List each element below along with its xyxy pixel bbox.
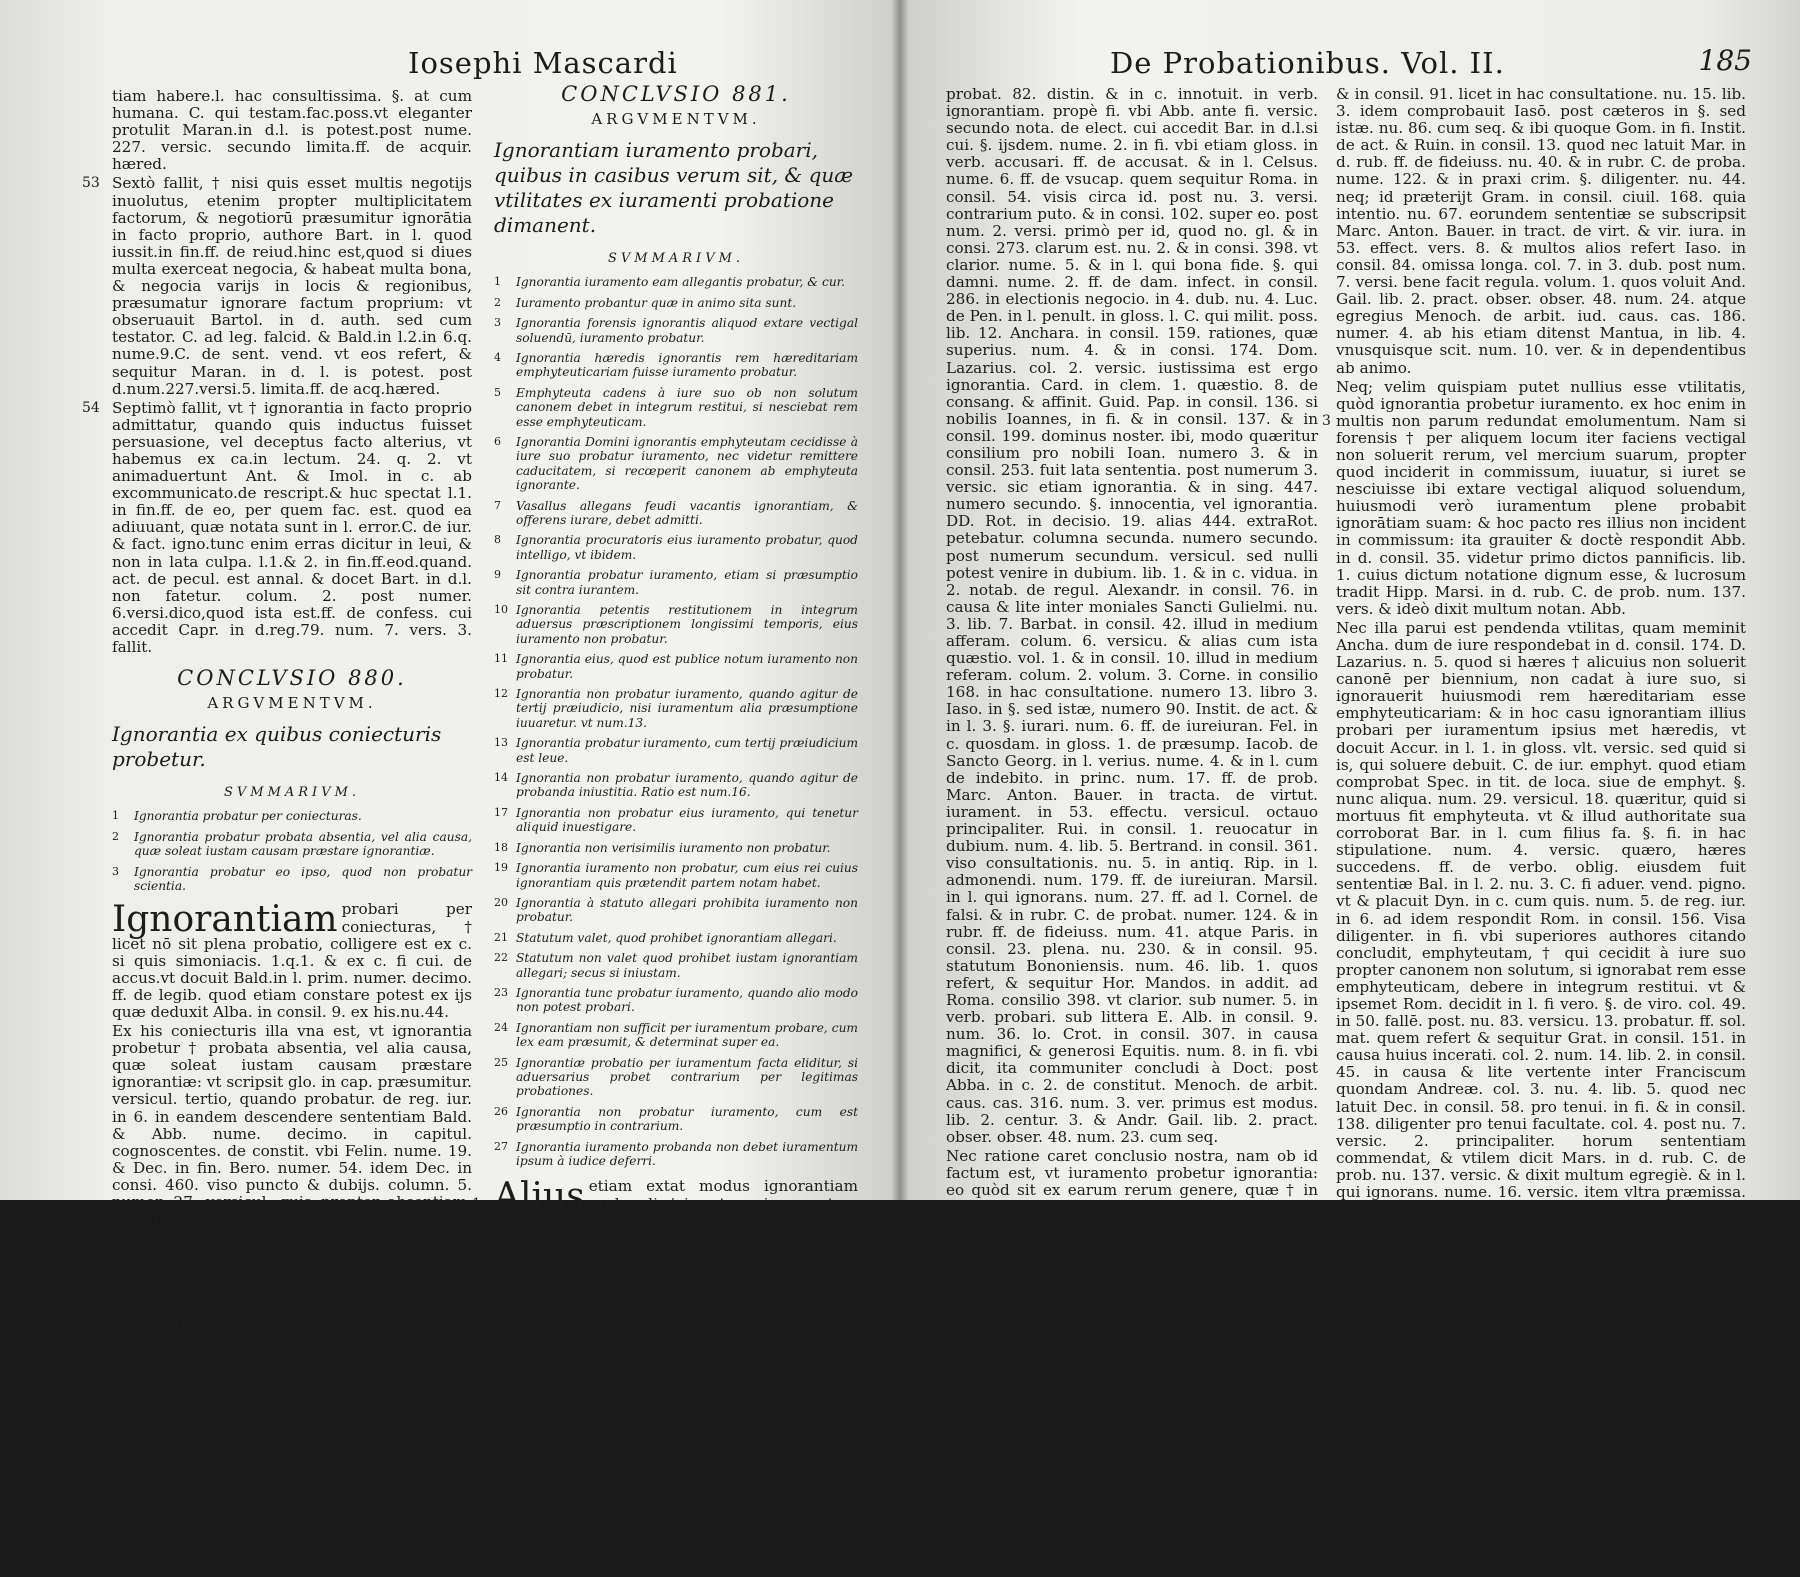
left-page bbox=[0, 0, 900, 1572]
summary-number: 12 bbox=[494, 687, 508, 701]
paragraph bbox=[472, 1176, 858, 1435]
summary-text: Ignorantia iuramento non probatur, cum eius rei cuius ignorantiam quis prætendit partem notam habet. bbox=[516, 861, 858, 890]
summary-item bbox=[494, 386, 858, 429]
summary-text: Ignorantia Domini ignorantis emphyteutam cecidisse à iure suo probatur iuramento, nec videtur remittere caducitatem, si recœperit canonem ab emphyteuta ignorante. bbox=[516, 434, 858, 493]
summary-number: 24 bbox=[494, 1020, 508, 1034]
summary-text: Ignorantia iuramento probanda non debet iuramentum ipsum à iudice deferri. bbox=[516, 1139, 858, 1168]
summary-text: Ignorantia probatur iuramento, etiam si præsumptio sit contra iurantem. bbox=[516, 568, 858, 597]
summary-text: Ignorantia tunc probatur iuramento, quando alio modo non potest probari. bbox=[516, 985, 858, 1015]
argumentum-heading: ARGVMENTVM. bbox=[591, 110, 761, 129]
summary-text: Ignorantia probatur probata absentia, vel alia causa, quæ soleat iustam causam præstare ignorantiæ. bbox=[134, 829, 472, 859]
summary-number: 1 bbox=[112, 809, 119, 823]
summary-item bbox=[494, 1140, 858, 1169]
summary-item bbox=[494, 841, 858, 855]
summary-text: Ignorantia probatur per coniecturas. bbox=[134, 809, 362, 824]
summary-number: 7 bbox=[494, 498, 501, 512]
left-running-head: Iosephi Mascardi bbox=[408, 46, 678, 80]
summary-item bbox=[494, 296, 858, 310]
paragraph-text: Septimò fallit, vt † ignorantia in facto proprio admittatur, quando quis inductus fuisset persuasione, vel deceptus facto alterius, vt habemus ex ca.in lectum. 24. q. 2. vt animaduertunt Ant. & Imol. in c. ab excommunicato.de rescript.& huc spectat l.1. in fin.ff. de eo, per quem fac. est. quod ea adiuuant, quæ notata sunt in l. error.C. de iur. & fact. igno.tunc enim erras dicitur in leui, & non in lata culpa. l.1.& 2. in fin.ff.eod.quand. act. de pecul. est annal. & docet Bart. in d.l. non fatetur. colum. 2. post numer. 6.versi.dico,quod ista est.ff. de confess. cui accedit Capr. in d.reg.79. num. 7. vers. 3. fallit. bbox=[112, 398, 472, 656]
conclusio-heading: CONCLVSIO 880. bbox=[177, 666, 407, 691]
summary-number: 23 bbox=[494, 985, 508, 999]
summary-item bbox=[494, 652, 858, 681]
summary-number: 3 bbox=[494, 316, 501, 330]
summary-number: 10 bbox=[494, 603, 508, 616]
summary-number: 20 bbox=[494, 895, 508, 909]
summary-number: 26 bbox=[494, 1104, 508, 1118]
paragraph: Nec ratione caret conclusio nostra, nam ob id factum est, vt iuramento probetur ignorantia: eo quòd sit ex earum rerum genere, quæ † in animo cōsistunt: ea vero, quæ in animo sunt sita, iuramento probari, Pont. mihi testis est, in c. cum in tua. §. vlt. qui matrim. accus. poss. & c. pastoralis. in fi. de excep. & l. C. in l. 1. non omnes. §. à barbaris. ff. de re mil. gloss. ord. in c. præsumitur. de reg. iur. in 7. gloss. sing. & communiter approbata in c. significauit. in verb. ita est. de homic. idem docuit Accur. in l. 1. §. fi. ti. l. 1. in verb. non occidendi. C. de ficar. & Bar. in l. inter omnes. §. rectè. numero secundo. ff. de furt. vt & sequitur Dec. in dicto consil. 398. num. 5. & in consil. 76. in causa nobilis. num. 4. & in consil. 320. hæc istorum. nume. 3. vt & asserit Ioan. de Ana. in consil. 19. ait. §. Stabioli. versicu. 2. eiusdem sententiæ Alex. consil. 19. viso processu causæ vertentis inter procuratorem cameræ. post numer. 2. sub versicul. subsequenter probatum est. lib. 1. ad idem consuluit Corneus. in consil. 250. viso statuto. n. 7. & in consil. 272. in hac consultatione. nu. 19. & in consil. 337. dictos actores. nu. 11. lib. 1. bbox=[946, 1146, 1318, 1576]
summary-text: Ignorantia iuramento eam allegantis probatur, & cur. bbox=[516, 275, 846, 290]
right-page bbox=[900, 0, 1800, 1576]
summary-text: Ignorantia probatur iuramento, cum tertij præiudicium est leue. bbox=[516, 736, 858, 765]
paragraph-text: Sextò fallit, † nisi quis esset multis negotijs inuolutus, etenim propter multiplicitatem factorum, & negotiorū præsumitur ignorātia in facto proprio, authore Bart. in l. quod iussit.in fin.ff. de reiud.hinc est,quod si diues multa exerceat negocia, & habeat multa bona, & negocia varijs in locis & regionibus, præsumatur ignorare factum proprium: vt obseruauit Bartol. in d. auth. sed cum testator. C. ad leg. falcid. & Bald.in l.2.in 6.q. nume.9.C. de sent. vend. vt eos refert, & sequitur Maran. in d. l. is potest. post d.num.227.versi.5. limita.ff. de acq.hæred. bbox=[112, 174, 472, 398]
summary-number: 27 bbox=[494, 1139, 508, 1153]
summary-item bbox=[494, 861, 858, 890]
left-column-1 bbox=[82, 87, 472, 1574]
page-number: 185 bbox=[1698, 44, 1752, 77]
summary-item bbox=[494, 806, 858, 835]
summary-item bbox=[494, 351, 858, 380]
summary-text: Emphyteuta cadens à iure suo ob non solutum canonem debet in integrum restitui, si nesciebat rem esse emphyteuticam. bbox=[516, 385, 858, 429]
paragraph bbox=[112, 901, 472, 1021]
summary-item bbox=[494, 771, 858, 800]
summary-item bbox=[494, 568, 858, 597]
summary-text: Ignorantia procuratoris eius iuramento probatur, quod intelligo, vt ibidem. bbox=[516, 533, 858, 562]
conclusio-heading: CONCLVSIO 881. bbox=[561, 82, 791, 106]
argumentum-text: Ignorantiam iuramento probari, quibus in casibus verum sit, & quæ vtilitates ex iuramenti probatione dimanent. bbox=[494, 138, 854, 238]
summary-number: 1 bbox=[494, 275, 501, 289]
summary-text: Statutum non valet quod prohibet iustam ignorantiam allegari; secus si iniustam. bbox=[516, 951, 858, 980]
summary-number: 5 bbox=[494, 385, 501, 399]
summary-item bbox=[494, 1056, 858, 1099]
summary-text: Ignorantia non probatur eius iuramento, qui tenetur aliquid inuestigare. bbox=[516, 805, 858, 835]
summary-number: 17 bbox=[494, 805, 508, 819]
summary-number: 13 bbox=[494, 736, 508, 750]
argumentum-heading: ARGVMENTVM. bbox=[207, 694, 377, 713]
summary-number: 4 bbox=[494, 350, 501, 364]
summary-number: 11 bbox=[494, 652, 508, 666]
paragraph bbox=[1322, 1287, 1746, 1460]
summary-item bbox=[112, 830, 472, 859]
initial-word: Alius bbox=[494, 1176, 585, 1218]
summary-number: 3 bbox=[112, 864, 119, 878]
summary-item bbox=[494, 736, 858, 765]
paragraph-text: etiam extat modus ignorantiam probandi; † is est per iuramentum eam allegantis: ita sanxit Inno. IIII. in c. vt iura. ibi, super huiusmodi autem iuramento. & in c. nulli. in fi. de elect. in 6. idem probatur ex cap. in lectum. 24. q. 2. & in c. fi vero. il. 2. de sen. excommu. & in cap. cum in tua. ibi, nisi proprio firmaueris iuramento. vbi glos. qui matrim. accus. poss. & in c. pastoralis. de excep. & in c. præsentium. de testib. sic etiam sensit glos. in c. præsumitur. in verb. præsumitur. versic. vno modo. de regul. iur. in 6. & in d. qui & humanis. in fi. gloss. vlt. 12. q. 2. & in c. propofuisti. in verb. non probatur. versic. sed qualiter pro- bbox=[494, 1177, 858, 1435]
summary-text: Statutum valet, quod prohibet ignorantiam allegari. bbox=[516, 930, 837, 945]
summary-number: 22 bbox=[494, 951, 508, 965]
summary-number: 2 bbox=[112, 829, 119, 843]
summary-item bbox=[494, 275, 858, 289]
summary-item bbox=[494, 499, 858, 528]
summary-text: Ignorantia petentis restitutionem in integrum aduersus præscriptionem longissimi temporis, eius iuramento non probatur. bbox=[516, 603, 858, 646]
summary-number: 21 bbox=[494, 930, 508, 944]
margin-number: 3 bbox=[1322, 412, 1331, 429]
paragraph: tiam habere.l. hac consultissima. §. at cum humana. C. qui testam.fac.poss.vt eleganter protulit Maran.in d.l. is potest.post nume. 227. versic. secundo limita.ff. de acquir. hæred. bbox=[112, 87, 472, 174]
summary-item bbox=[494, 687, 858, 730]
summary-number: 2 bbox=[494, 295, 501, 309]
paragraph: Ex his coniecturis illa vna est, vt ignorantia probetur † probata absentia, vel alia causa, quæ soleat iustam causam præstare ignorantiæ: vt scripsit glo. in cap. præsumitur. versicul. tertio, quando probatur. de reg. iur. in 6. in eandem descendere sententiam Bald. & Abb. nume. decimo. in capitul. cognoscentes. de constit. vbi Felin. nume. 19. & Dec. in fin. Bero. numer. 54. idem Dec. in consi. 460. viso puncto & dubijs. column. 5. numer. 27. versicul. quia propter absentiam. ex l. Titius. §. Lucius. ff. de lib. & posthum. & l. planè. ff. de excusatio. tutor. prout et sentiam si perbetur ætas minor: vt habemus ab eadem glos. in d.c. præsumitur. versicul. secund. quando probetur. de reg. iur. vt etiam confirmat Menoch. de arb. iud. caus. cas.186. nume. 16. versic. secundus modus. lib. 2. centur. 2. bbox=[112, 1022, 472, 1348]
summary-number: 9 bbox=[494, 568, 501, 582]
paragraph: Præterea ignorantia probatur eo ipso, † quòd non probatur scientia: ita docet glo. in l. 1. in verb. edocere potes. C. ad Maced. & in l. si tutor potes. super verb. ostenderis. C. de peric. tutor. eiusdem fuit sententiæ Bart. in l. si cui. §. ijsdem. num. 2. ff. de accus. & ibi glo. super verb. docuerit. & hoc vt etiam aperte sanxit Imp. in l. super seruis. vbi gl. in verb. ostenderis. & Bart. nume. 5. C. qui militar. poss. vel non. lib. 2. idem voluit And. Gail. lib. 2. practicar. obseruatio. obserua. 48. post num. 22. col. 6. vers. probatur autem ignorantia. bbox=[112, 1348, 472, 1572]
summary-item bbox=[494, 533, 858, 562]
summary-item bbox=[112, 865, 472, 894]
summary-text: Ignorantia non probatur iuramento, quando agitur de tertij præiudicio, nisi iuramentum alia præsumptione iuuaretur. vt num.13. bbox=[516, 687, 858, 730]
summary-item bbox=[494, 1105, 858, 1134]
paragraph bbox=[82, 398, 472, 656]
summarium-heading: SVMMARIVM. bbox=[223, 785, 361, 801]
summary-text: Ignorantia à statuto allegari prohibita iuramento non probatur. bbox=[516, 895, 858, 925]
summary-text: Ignorantia hæredis ignorantis rem hæreditariam emphyteuticariam fuisse iuramento probatur. bbox=[516, 350, 858, 380]
summary-item bbox=[112, 809, 472, 823]
right-column-1 bbox=[946, 86, 1318, 1577]
margin-number: 6 bbox=[1322, 1322, 1331, 1339]
paragraph: & in consil. 91. licet in hac consultatione. nu. 15. lib. 3. idem comprobauit Iasō. post cæteros in §. sed istæ. nu. 86. cum seq. & ibi quoque Gom. in fi. Instit. de act. & Ruin. in consil. 13. quod nec latuit Mar. in d. rub. ff. de fideiuss. nu. 40. & in rubr. C. de proba. nume. 122. & in praxi crim. §. diligenter. nu. 44. neq; id præterijt Gram. in consil. ciuil. 168. quia intentio. nu. 67. eorundem sententiæ se subscripsit Marc. Anton. Bauer. in tract. de virt. & vir. iura. in 53. effect. vers. 8. & multos alios refert Iaso. in consil. 84. omissa longa. col. 7. in 3. dub. post num. 7. versi. bene facit regula. volum. 1. quos voluit And. Gail. lib. 2. pract. obser. obser. 48. num. 24. atque egregius Menoch. de arbit. iud. caus. cas. 186. numer. 4. ab his etiam ditenst Mantua, in lib. 4. vnusquisque scit. num. 10. ver. & in dependentibus ab animo. bbox=[1336, 85, 1746, 377]
initial-word: Ignorantiam bbox=[112, 899, 338, 941]
summary-text: Iuramento probantur quæ in animo sita sunt. bbox=[516, 295, 797, 310]
summary-list bbox=[112, 809, 472, 893]
summary-item bbox=[494, 435, 858, 493]
right-running-head: De Probationibus. Vol. II. bbox=[1110, 46, 1505, 80]
summary-text: Ignorantiam non sufficit per iuramentum probare, cum lex eam præsumit, & determinat super ea. bbox=[516, 1020, 858, 1050]
margin-number: 54 bbox=[82, 399, 100, 416]
paragraph-text: Neq; velim quispiam putet nullius esse vtilitatis, quòd ignorantia probetur iuramento. ex hoc enim in multis non parum redundat emolumentum. Nam si forensis † per aliquem locum iter faciens vectigal non soluerit rerum, vel mercium suarum, propter quod inciderit in commissum, iuuatur, si iuret se nesciuisse ibi extare vectigal aliquod soluendum, huiusmodi verò iuramentum plene probabit ignorātiam suam: & hoc pacto res illius non incident in commissum: ita grauiter & doctè respondit Abb. in d. consil. 35. videtur primo dictos pannificis. lib. 1. cuius dictum notatione dignum esse, & lucrosum tradit Hipp. Marsi. in d. rub. C. de prob. num. 137. vers. & ideò dixit multum notan. Abb. bbox=[1336, 377, 1746, 618]
summary-item bbox=[494, 986, 858, 1015]
summary-number: 6 bbox=[494, 434, 501, 448]
summary-number: 14 bbox=[494, 771, 508, 785]
summary-text: Ignorantia eius, quod est publice notum iuramento non probatur. bbox=[516, 652, 858, 681]
summary-number: 19 bbox=[494, 861, 508, 875]
margin-number: 53 bbox=[82, 175, 100, 192]
paragraph bbox=[1322, 377, 1746, 618]
summary-item bbox=[494, 1021, 858, 1050]
left-column-2 bbox=[472, 82, 858, 1437]
paragraph: probat. 82. distin. & in c. innotuit. in verb. ignorantiam. propè fi. vbi Abb. ante fi. versic. secundo nota. de elect. cui accedit Bar. in d.l.si cui. §. ijsdem. nume. 2. in fi. vbi etiam gloss. in verb. accusari. ff. de accusat. & in l. Celsus. nume. 6. ff. de vsucap. quem sequitur Roma. in consil. 54. visis circa id. post nu. 3. versi. contrarium puto. & in consi. 102. super eo. post num. 2. versi. primò per id, quod no. gl. & in consi. 273. clarum est. nu. 2. & in consi. 398. vt clarior. nume. 5. & in l. qui bona fide. §. qui damni. nume. 2. ff. de dam. infect. in consil. 286. in electionis negocio. in 4. dub. nu. 4. Luc. de Pen. in l. penult. in gloss. l. C. qui milit. poss. lib. 12. Anchara. in consil. 159. rationes, quæ superius. num. 4. & in consi. 174. Dom. Lazarius. col. 2. versic. iustissima est ergo ignorantia. Card. in clem. 1. quæstio. 8. de consang. & affinit. Guid. Pap. in consil. 136. si nobilis Ioannes, in fi. & in consil. 137. & in consil. 199. dominus noster. ibi, modo quæritur consilium pro nobili Ioan. numero 3. & in consil. 253. fuit lata sententia. post numerum 3. versic. sic etiam ignorantia. & in sing. 447. numero secundo. §. innocentia, vel ignorantia. DD. Rot. in decisio. 19. alias 444. extraRot. petebatur. columna secunda. numero secundo. post numerum secundum. versicul. sed nulli potest venire in dubium. lib. 1. & in c. vidua. in 2. notab. de regul. Alexandr. in consil. 76. in causa & lite inter moniales Sancti Gulielmi. nu. 3. lib. 7. Barbat. in consil. 42. illud in medium afferam. colum. 6. versicu. & alias cum ista quæstio. vol. 1. & in consil. 10. illud in medium referam. colum. 2. volum. 3. Corne. in consilio 168. in hac consultatione. numero 13. libro 3. Iaso. in §. sed istæ, numero 90. Instit. de act. & in l. 3. §. iurari. num. 6. ff. de iureiuran. Fel. in c. quosdam. in gloss. 1. de præsump. Iacob. de Sancto Georg. in l. verius. nume. 4. & in l. cum de indebito. in princ. num. 17. ff. de prob. Marc. Anton. Bauer. in tracta. de virtut. iurament. in 53. effectu. versicul. octauo principaliter. Rui. in consil. 1. reuocatur in dubium. num. 4. lib. 5. Bertrand. in consil. 361. viso consultationis. nu. 5. in antiq. Rip. in l. admonendi. num. 179. ff. de iureiuran. Marsil. in l. qui ignorans. num. 27. ff. ad l. Cornel. de falsi. & in rubr. C. de probat. numer. 124. & in rubr. ff. de fideiuss. num. 41. atque Paris. in consil. 23. plena. nu. 230. & in consil. 95. statutum Bononiensis. num. 46. lib. 1. quos refert, & sequitur Hor. Mandos. in addit. ad Roma. consilio 398. vt clarior. sub numer. 5. in verb. probari. sub littera E. Alb. in consil. 9. num. 36. lo. Crot. in consil. 307. in causa magnifici, & generosi Equitis. num. 8. in fi. vbi dicit, ita communiter concludi à Doct. post Abba. in c. 2. de constitut. Menoch. de arbit. caus. cas. 316. num. 3. ver. primus est modus. lib. 2. centur. 3. & Andr. Gail. lib. 2. pract. obser. obser. 48. num. 23. cum seq. bbox=[946, 85, 1318, 1146]
argumentum-text: Ignorantia ex quibus coniecturis probetur. bbox=[112, 722, 442, 772]
summary-text: Ignorantia non probatur iuramento, cum est præsumptio in contrarium. bbox=[516, 1104, 858, 1134]
summary-item bbox=[494, 951, 858, 980]
paragraph bbox=[82, 174, 472, 398]
summary-item bbox=[494, 896, 858, 925]
summary-item bbox=[494, 931, 858, 945]
summary-text: Vasallus allegans feudi vacantis ignorantiam, & offerens iurare, debet admitti. bbox=[516, 498, 858, 527]
paragraph-text: probari per coniecturas, † licet nō sit plena probatio, colligere est ex c. si quis simoniacis. 1.q.1. & ex c. fi cui. de accus.vt docuit Bald.in l. prim. numer. decimo. ff. de legib. quod etiam constare potest ex ijs quæ deduxit Alba. in consil. 9. ex his.nu.44. bbox=[112, 900, 472, 1021]
paragraph-text: Maxima quoq; est illa vtilitas, quæ emergit ex ista probatione per iuramentum. Nam si dominus recepit † ab emphyteuta canonem post quam cecidit à iure suo, videtur sibi remittere caducitatem, & eum redintegrare: iuxta sententiam scribentium in leg. 2. C. de iur. emphyteu. hoc tamen est verum, si sciuerit emphyteutam, à quo recepit canonem, cecidisse à iure suo: secus autem si hoc ignorasset: quia tunc recipiendo canonem ignorans illius caducitatem sibi non præiudicat: vt egregiè tradit Cyn. in l. 2. bbox=[1336, 1287, 1746, 1460]
summary-text: Ignorantia non verisimilis iuramento non probatur. bbox=[516, 840, 831, 855]
summary-item bbox=[494, 316, 858, 345]
summary-list bbox=[494, 275, 858, 1168]
summary-item bbox=[494, 603, 858, 646]
summary-text: Ignorantia non probatur iuramento, quando agitur de probanda iniustitia. Ratio est num.16. bbox=[516, 771, 858, 800]
summary-number: 8 bbox=[494, 533, 501, 547]
summary-number: 25 bbox=[494, 1055, 508, 1069]
summary-text: Ignorantia forensis ignorantis aliquod extare vectigal soluendū, iuramento probatur. bbox=[516, 316, 858, 345]
summary-text: Ignorantiæ probatio per iuramentum facta eliditur, si aduersarius probet contrarium per legitimas probationes. bbox=[516, 1055, 858, 1099]
right-column-2 bbox=[1322, 85, 1746, 1462]
summary-text: Ignorantia probatur eo ipso, quod non probatur scientia. bbox=[134, 864, 472, 893]
paragraph: Nec illa parui est pendenda vtilitas, quam meminit Ancha. dum de iure respondebat in d. consil. 174. D. Lazarius. n. 5. quod si hæres † alicuius non soluerit canonē per biennium, non cadat à iure suo, si ignorauerit huiusmodi rem hæreditariam esse emphyteuticariam: & in hoc casu ignorantiam illius probari per iuramentum ipsius met hæredis, vt docuit Accur. in l. 1. in gloss. vlt. versic. sed quid si is, qui soluere debuit. C. de iur. emphyt. quod etiam comprobat Spec. in tit. de loca. siue de emphyt. §. nunc aliqua. num. 29. versicul. 18. quæritur, quid si mortuus fit emphyteuta. vt & illud authoritate sua corroborat Bar. in l. cum filius fa. §. fi. in hac stipulatione. num. 4. versic. quæro, hæres succedens. ff. de verbo. oblig. eiusdem fuit sententiæ Bal. in l. 2. nu. 3. C. fi aduer. vend. pigno. vt & placuit Dyn. in c. cum quis. num. 5. de reg. iur. in 6. ad idem respondit Rom. in consil. 156. Visa diligenter. in fi. vbi superiores authores citando concludit, emphyteutam, † qui cecidit à iure suo propter canonem non solutum, si ignorabat rem esse emphyteuticam, debere in integrum restitui. vt & ipsemet Rom. decidit in l. fi vero. §. de viro. col. 49. in 50. fallē. post. nu. 83. versicu. 13. probatur. ff. sol. mat. quem refert & sequitur Grat. in consil. 151. in causa huius incerati. col. 2. num. 14. lib. 2. in consil. 45. in causa & lite vertente inter Franciscum quondam Andreæ. col. 3. nu. 4. lib. 5. quod nec latuit Dec. in consil. 58. pro tenui. in fi. & in consil. 138. diligenter pro tenui facultate. col. 4. post nu. 7. versic. 2. principaliter. horum sententiam commendat, & vtilem dicit Mars. in d. rub. C. de prob. nu. 137. versic. & dixit multum egregiè. & in l. qui ignorans. nume. 16. versic. item vltra præmissa. & in l. qui falsam. num. 80. versicul. item facit etiam. ff. ad legem Cornel. de falsi. & in consil. 18. protector in fi. ad idem sequitur Gail. lib. 2. pract. obser. 48. num. 24. & facit etiam secundum Pet. de Anch. bbox=[1336, 618, 1746, 1287]
summary-number: 18 bbox=[494, 840, 508, 854]
margin-number: 1 bbox=[472, 1196, 481, 1213]
summarium-heading: SVMMARIVM. bbox=[607, 251, 745, 267]
